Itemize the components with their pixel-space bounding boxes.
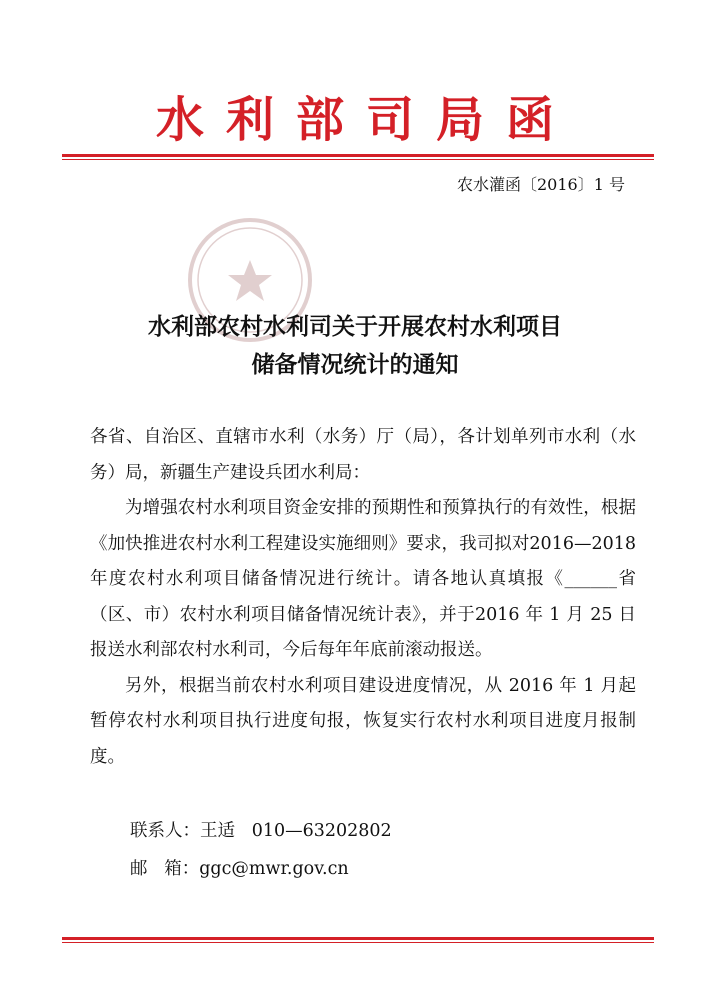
contact-person: 联系人：王适 010—63202802 bbox=[130, 821, 392, 841]
footer-red-rule-thick bbox=[62, 937, 654, 940]
contact-email: 邮 箱：ggc@mwr.gov.cn bbox=[130, 859, 349, 879]
notice-title-line-2: 储备情况统计的通知 bbox=[251, 352, 459, 378]
notice-title bbox=[0, 308, 710, 384]
body-paragraph-1: 为增强农村水利项目资金安排的预期性和预算执行的有效性，根据《加快推进农村水利工程建设实施细则》要求，我司拟对2016—2018 年度农村水利项目储备情况进行统计。请各地认真填报《______省（区、市）农村水利项目储备情况统计表》，并于2016 年 1 月 25 日报送水利部农村水利司，今后每年年底前滚动报送。 bbox=[90, 498, 636, 660]
contact-block bbox=[130, 812, 392, 888]
org-letterhead-title: 水利部司局函 bbox=[155, 92, 576, 148]
footer-red-rule-thin bbox=[62, 942, 654, 943]
notice-title-line-1: 水利部农村水利司关于开展农村水利项目 bbox=[148, 314, 562, 340]
document-number: 农水灌函〔2016〕1 号 bbox=[457, 175, 625, 194]
body-paragraph-2: 另外，根据当前农村水利项目建设进度情况，从 2016 年 1 月起暂停农村水利项目执行进度旬报，恢复实行农村水利项目进度月报制度。 bbox=[90, 675, 636, 767]
header-red-rule-thick bbox=[62, 154, 654, 157]
header-red-rule-thin bbox=[62, 159, 654, 160]
notice-body bbox=[90, 420, 636, 775]
salutation: 各省、自治区、直辖市水利（水务）厅（局），各计划单列市水利（水务）局，新疆生产建设兵团水利局： bbox=[90, 427, 636, 483]
